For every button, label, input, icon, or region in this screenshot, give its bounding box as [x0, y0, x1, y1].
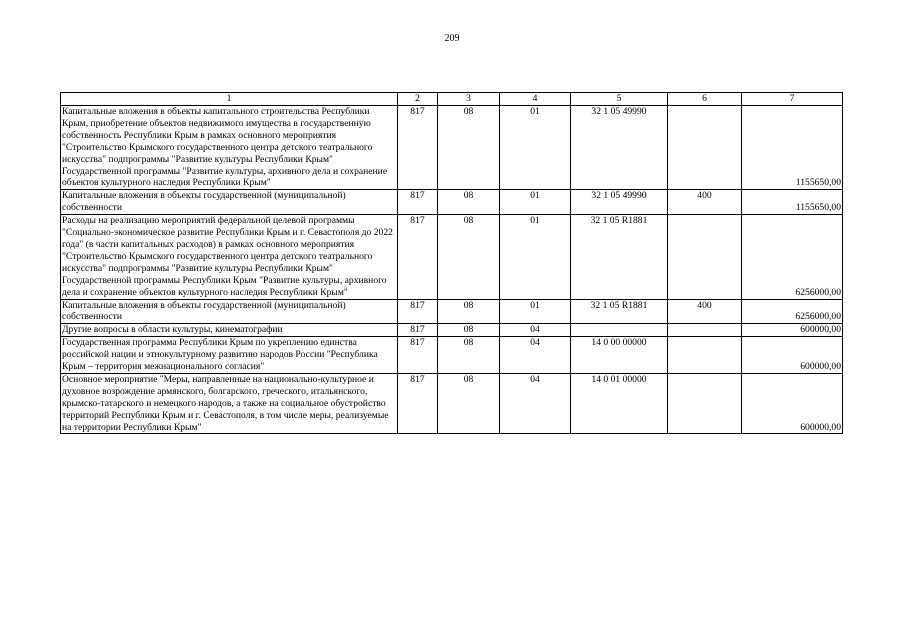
- row-amount-cell: 6256000,00: [742, 215, 843, 299]
- row-expense-type-cell: [668, 106, 742, 190]
- column-header-subsection: 4: [500, 93, 571, 106]
- row-target-article-cell: 32 1 05 R1881: [571, 299, 668, 324]
- row-section-cell: 08: [438, 337, 500, 374]
- row-amount-cell: 1155650,00: [742, 190, 843, 215]
- row-subsection-cell: 04: [500, 337, 571, 374]
- row-section-cell: 08: [438, 215, 500, 299]
- row-amount-cell: 1155650,00: [742, 106, 843, 190]
- row-name-cell: Другие вопросы в области культуры, кинематографии: [61, 324, 398, 337]
- column-header-expense-type: 6: [668, 93, 742, 106]
- table-row: [61, 299, 843, 324]
- table-header-row: [61, 93, 843, 106]
- page-number: 209: [444, 33, 460, 44]
- column-header-target-article: 5: [571, 93, 668, 106]
- row-grbs-cell: 817: [398, 106, 438, 190]
- column-header-name: 1: [61, 93, 398, 106]
- row-amount-cell: 600000,00: [742, 337, 843, 374]
- row-section-cell: 08: [438, 373, 500, 434]
- row-expense-type-cell: [668, 215, 742, 299]
- row-subsection-cell: 04: [500, 324, 571, 337]
- row-target-article-cell: 14 0 00 00000: [571, 337, 668, 374]
- row-subsection-cell: 01: [500, 190, 571, 215]
- row-name-cell: Расходы на реализацию мероприятий федеральной целевой программы "Социально-экономическое развитие Республики Крым и г. Севастополя до 2022 года" (в части капитальных расходов) в рамках основного мероприятия "Строительство Крымского государственного центра детского театрального искусства" подпрограммы "Развитие культуры Республики Крым" Государственной программы Республики Крым "Развитие культуры, архивного дела и сохранение объектов культурного наследия Республики Крым": [61, 215, 398, 299]
- row-expense-type-cell: 400: [668, 190, 742, 215]
- row-grbs-cell: 817: [398, 337, 438, 374]
- row-amount-cell: 600000,00: [742, 373, 843, 434]
- row-name-cell: Государственная программа Республики Крым по укреплению единства российской нации и этнокультурному развитию народов России "Республика Крым – территория межнационального согласия": [61, 337, 398, 374]
- column-header-section: 3: [438, 93, 500, 106]
- column-header-grbs: 2: [398, 93, 438, 106]
- row-subsection-cell: 01: [500, 215, 571, 299]
- row-target-article-cell: [571, 324, 668, 337]
- row-section-cell: 08: [438, 106, 500, 190]
- table-row: [61, 215, 843, 299]
- row-subsection-cell: 04: [500, 373, 571, 434]
- row-subsection-cell: 01: [500, 106, 571, 190]
- table-row: [61, 106, 843, 190]
- row-expense-type-cell: [668, 373, 742, 434]
- row-grbs-cell: 817: [398, 373, 438, 434]
- budget-table: [60, 92, 843, 434]
- row-grbs-cell: 817: [398, 299, 438, 324]
- row-name-cell: Капитальные вложения в объекты государственной (муниципальной) собственности: [61, 299, 398, 324]
- row-target-article-cell: 14 0 01 00000: [571, 373, 668, 434]
- table-row: [61, 337, 843, 374]
- row-amount-cell: 600000,00: [742, 324, 843, 337]
- row-expense-type-cell: [668, 324, 742, 337]
- table-row: [61, 324, 843, 337]
- row-amount-cell: 6256000,00: [742, 299, 843, 324]
- row-target-article-cell: 32 1 05 49990: [571, 190, 668, 215]
- table-row: [61, 190, 843, 215]
- row-section-cell: 08: [438, 190, 500, 215]
- row-grbs-cell: 817: [398, 324, 438, 337]
- table-row: [61, 373, 843, 434]
- row-name-cell: Основное мероприятие "Меры, направленные на национально-культурное и духовное возрождение армянского, болгарского, греческого, итальянского, крымско-татарского и немецкого народов, а также на социальное обустройство территорий Республики Крым и г. Севастополя, в том числе меры, реализуемые на территории Республики Крым": [61, 373, 398, 434]
- row-expense-type-cell: [668, 337, 742, 374]
- row-expense-type-cell: 400: [668, 299, 742, 324]
- column-header-amount: 7: [742, 93, 843, 106]
- row-subsection-cell: 01: [500, 299, 571, 324]
- row-grbs-cell: 817: [398, 190, 438, 215]
- row-target-article-cell: 32 1 05 R1881: [571, 215, 668, 299]
- row-section-cell: 08: [438, 324, 500, 337]
- row-target-article-cell: 32 1 05 49990: [571, 106, 668, 190]
- row-section-cell: 08: [438, 299, 500, 324]
- row-name-cell: Капитальные вложения в объекты государственной (муниципальной) собственности: [61, 190, 398, 215]
- row-name-cell: Капитальные вложения в объекты капитального строительства Республики Крым, приобретение объектов недвижимого имущества в государственную собственность Республики Крым в рамках основного мероприятия "Строительство Крымского государственного центра детского театрального искусства" подпрограммы "Развитие культуры Республики Крым" Государственной программы "Развитие культуры, архивного дела и сохранение объектов культурного наследия Республики Крым": [61, 106, 398, 190]
- row-grbs-cell: 817: [398, 215, 438, 299]
